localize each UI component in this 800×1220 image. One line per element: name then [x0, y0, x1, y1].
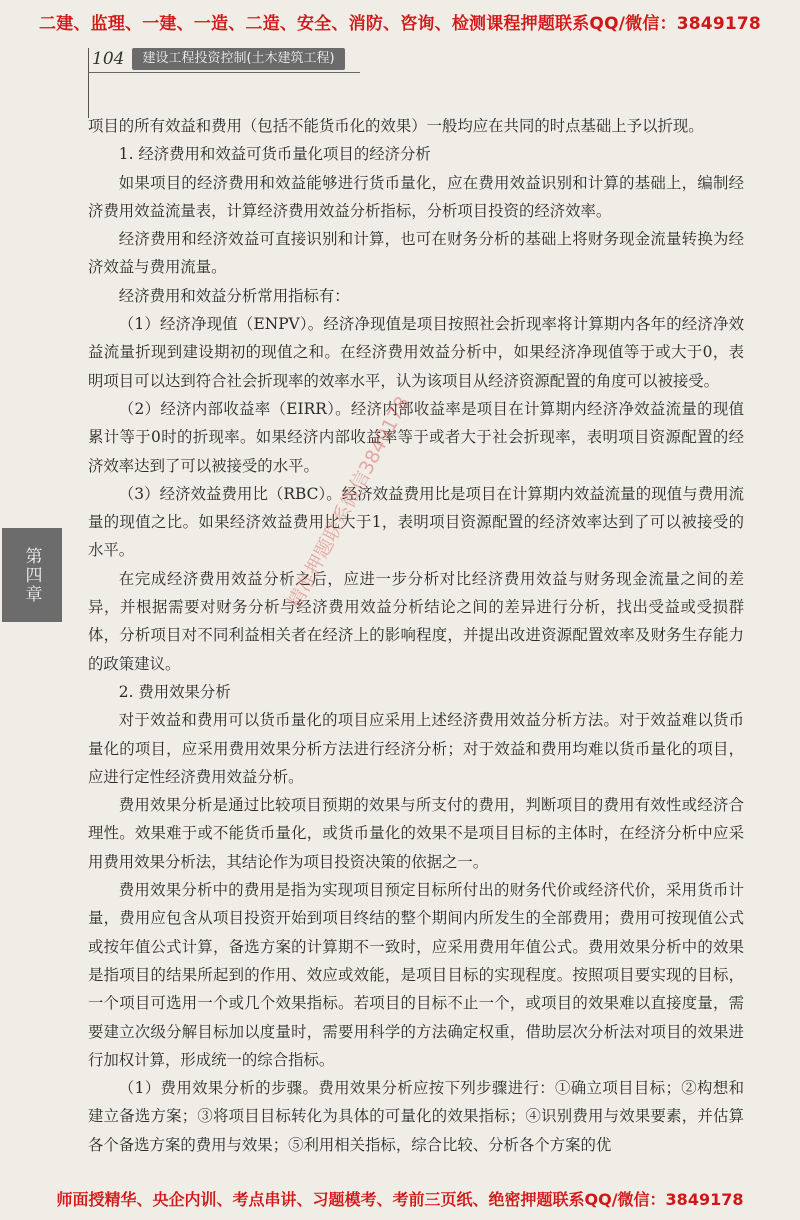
paragraph: 费用效果分析是通过比较项目预期的效果与所支付的费用，判断项目的费用有效性或经济合理性。效果难于或不能货币量化，或货币量化的效果不是项目目标的主体时，在经济分析中应采用费用效果分析法，其结论作为项目投资决策的依据之一。 — [88, 796, 744, 871]
list-item: （3）经济效益费用比（RBC）。经济效益费用比是项目在计算期内效益流量的现值与费用流量的现值之比。如果经济效益费用比大于1，表明项目资源配置的经济效率达到了可以被接受的水平。 — [88, 484, 744, 560]
header-rule — [88, 72, 360, 73]
chapter-tab: 第四章 — [2, 528, 62, 622]
paragraph: 经济费用和经济效益可直接识别和计算，也可在财务分析的基础上将财务现金流量转换为经济效益与费用流量。 — [88, 230, 744, 277]
paragraph: 经济费用和效益分析常用指标有： — [118, 286, 350, 305]
running-header — [92, 48, 345, 70]
paragraph: 如果项目的经济费用和效益能够进行货币量化，应在费用效益识别和计算的基础上，编制经济费用效益流量表，计算经济费用效益分析指标，分析项目投资的经济效率。 — [88, 173, 744, 220]
section-heading: 2. 费用效果分析 — [118, 682, 231, 701]
list-item: （2）经济内部收益率（EIRR）。经济内部收益率是项目在计算期内经济净效益流量的现值累计等于0时的折现率。如果经济内部收益率等于或者大于社会折现率，表明项目资源配置的经济效率达到了可以被接受的水平。 — [88, 399, 744, 475]
paragraph: 在完成经济费用效益分析之后，应进一步分析对比经济费用效益与财务现金流量之间的差异，并根据需要对财务分析与经济费用效益分析结论之间的差异进行分析，找出受益或受损群体，分析项目对不同利益相关者在经济上的影响程度，并提出改进资源配置效率及财务生存能力的政策建议。 — [88, 569, 744, 673]
section-heading: 1. 经济费用和效益可货币量化项目的经济分析 — [118, 145, 431, 164]
margin-rule — [88, 48, 89, 118]
list-item: （1）经济净现值（ENPV）。经济净现值是项目按照社会折现率将计算期内各年的经济净效益流量折现到建设期初的现值之和。在经济费用效益分析中，如果经济净现值等于或大于0，表明项目可以达到符合社会折现率的效率水平，认为该项目从经济资源配置的角度可以被接受。 — [88, 315, 744, 390]
paragraph: 项目的所有效益和费用（包括不能货币化的效果）一般均应在共同的时点基础上予以折现。 — [88, 117, 704, 135]
list-item: （1）费用效果分析的步骤。费用效果分析应按下列步骤进行：①确立项目目标；②构想和建立备选方案；③将项目目标转化为具体的可量化的效果指标；④识别费用与效果要素，并估算各个备选方案的费用与效果；⑤利用相关指标，综合比较、分析各个方案的优 — [88, 1079, 744, 1154]
paragraph: 费用效果分析中的费用是指为实现项目预定目标所付出的财务代价或经济代价，采用货币计量，费用应包含从项目投资开始到项目终结的整个期间内所发生的全部费用；费用可按现值公式或按年值公式计算，备选方案的计算期不一致时，应采用费用年值公式。费用效果分析中的效果是指项目的结果所起到的作用、效应或效能，是项目目标的实现程度。按照项目要实现的目标，一个项目可选用一个或几个效果指标。若项目的目标不止一个，或项目的效果难以直接度量，需要建立次级分解目标加以度量时，需要用科学的方法确定权重，借助层次分析法对项目的效果进行加权计算，形成统一的综合指标。 — [88, 881, 744, 1069]
paragraph: 对于效益和费用可以货币量化的项目应采用上述经济费用效益分析方法。对于效益难以货币量化的项目，应采用费用效果分析方法进行经济分析；对于效益和费用均难以货币量化的项目，应进行定性经济费用效益分析。 — [88, 711, 744, 786]
page-body — [88, 112, 744, 1159]
watermark-stamp: 精准押题联系微信3849178 — [283, 392, 415, 613]
page-number: 104 — [92, 49, 125, 69]
bottom-promo-banner: 师面授精华、央企内训、考点串讲、习题模考、考前三页纸、绝密押题联系QQ/微信：3849178 — [56, 1190, 744, 1209]
book-title: 建设工程投资控制(土木建筑工程) — [132, 48, 344, 70]
top-promo-banner: 二建、监理、一建、一造、二造、安全、消防、咨询、检测课程押题联系QQ/微信：3849178 — [39, 14, 761, 34]
